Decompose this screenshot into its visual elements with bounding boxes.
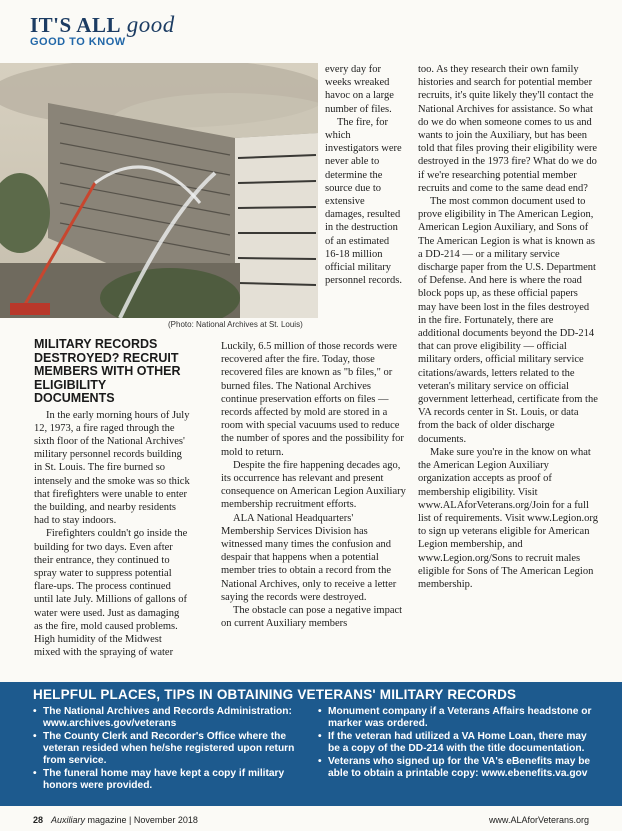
tip-item — [33, 706, 303, 730]
tips-right-list — [318, 706, 594, 781]
paragraph: Luckily, 6.5 million of those records were recovered after the fire. Today, those recovered files are known as "b files," or burned files. The National Archives continue preservation efforts on files — records affected by mold are stored in a room with special vacuums used to reduce the number of spores and the possibility for mold to return. — [221, 341, 404, 458]
article-subhead: MILITARY RECORDS DESTROYED? RECRUIT MEMBERS WITH OTHER ELIGIBILITY DOCUMENTS — [34, 337, 181, 405]
paragraph: The obstacle can pose a negative impact on current Auxiliary members — [221, 605, 403, 630]
tip-text: The National Archives and Records Administration: www.archives.gov/veterans — [43, 706, 292, 729]
footer-website: www.ALAforVeterans.org — [488, 815, 589, 825]
bullet-icon: • — [33, 731, 37, 742]
tips-box-title: HELPFUL PLACES, TIPS IN OBTAINING VETERANS' MILITARY RECORDS — [33, 687, 517, 702]
article-column-1 — [34, 338, 190, 659]
page-number: 28 — [33, 815, 44, 825]
bullet-icon: • — [33, 768, 37, 779]
paragraph: The most common document used to prove eligibility in The American Legion, American Legion Auxiliary, and Sons of The American Legion is what is known as a DD-214 — or a military service discharge paper from the U.S. Department of Defense. And here is where the road block pops up, as these official papers may have been lost in the files destroyed in the fire. Fortunately, there are additional documents beyond the DD-214 that can prove eligibility — official military orders, official military service citations/awards, letters related to the veteran's military service on official government letterhead, certificate from the VA records center in St. Louis, or data from the back of older discharge documents. — [418, 196, 598, 445]
tips-box — [0, 682, 622, 806]
kicker-its-all: IT'S ALL — [30, 13, 121, 37]
paragraph: too. As they research their own family histories and search for potential member recruits, it's quite likely they'll contact the National Archives for assistance. So what do we do when someone comes to us and wants to join the Auxiliary, but has been told that files proving their eligibility were destroyed in the 1973 fire? What do we do if we're researching potential member recruits and come to the same dead end? — [418, 64, 598, 194]
kicker-good: good — [126, 12, 175, 37]
tip-text: If the veteran had utilized a VA Home Loan, there may be a copy of the DD-214 with the title documentation. — [328, 731, 587, 754]
tip-text: Veterans who signed up for the VA's eBenefits may be able to obtain a printable copy: www.ebenefits.va.gov — [328, 756, 591, 779]
tip-item — [318, 731, 594, 755]
tip-item — [33, 768, 303, 792]
paragraph: every day for weeks wreaked havoc on a large number of files. — [325, 64, 394, 115]
issue-date: magazine | November 2018 — [85, 815, 198, 825]
bullet-icon: • — [318, 756, 322, 767]
paragraph: In the early morning hours of July 12, 1973, a fire raged through the sixth floor of the National Archives' military personnel records building in St. Louis. The fire burned so intensely and the smoke was so thick that firefighters were unable to enter the building, and nearby residents had to stay indoors. — [34, 409, 190, 527]
tip-text: The funeral home may have kept a copy if military honors were provided. — [43, 768, 285, 791]
building-fire-photo — [0, 63, 318, 318]
fire-photo-illustration — [0, 63, 318, 318]
tip-text: Monument company if a Veterans Affairs headstone or marker was ordered. — [328, 706, 592, 729]
paragraph: Despite the fire happening decades ago, its occurrence has relevant and present consequence on American Legion Auxiliary membership recruitment efforts. — [221, 459, 406, 511]
bullet-icon: • — [33, 706, 37, 717]
tip-item — [33, 731, 303, 767]
tips-left-list — [33, 706, 303, 793]
paragraph: ALA National Headquarters' Membership Services Division has witnessed many times the confusion and despair that happens when a potential member tries to obtain a record from the National Archives, only to receive a letter saying the records were destroyed. — [221, 512, 397, 603]
bullet-icon: • — [318, 731, 322, 742]
department-header — [30, 12, 175, 48]
tip-item — [318, 706, 594, 730]
article-column-2-top — [325, 63, 405, 287]
section-label: GOOD TO KNOW — [30, 36, 126, 48]
bullet-icon: • — [318, 706, 322, 717]
page-footer-left — [33, 815, 198, 825]
paragraph: The fire, for which investigators were never able to determine the source due to extensive damages, resulted in the destruction of an estimated 16-18 million official military personnel records. — [325, 116, 402, 287]
magazine-name: Auxiliary — [51, 815, 86, 825]
kicker-title — [30, 12, 175, 38]
photo-credit: (Photo: National Archives at St. Louis) — [168, 320, 303, 329]
article-column-2 — [221, 340, 406, 630]
tip-item — [318, 756, 594, 780]
paragraph: Make sure you're in the know on what the American Legion Auxiliary organization accepts as proof of membership eligibility. Visit www.ALAforVeterans.org/Join for a full list of requirements. Visit www.Legion.org to sign up veterans eligible for American Legion membership, and www.Legion.org/Sons to recruit males eligible for Sons of The American Legion membership. — [418, 446, 598, 590]
article-column-3 — [418, 63, 598, 591]
tip-text: The County Clerk and Recorder's Office where the veteran resided when he/she registered upon return from service. — [43, 731, 295, 766]
paragraph: Firefighters couldn't go inside the building for two days. Even after their entrance, they continued to spray water to suppress potential flare-ups. The process continued until late July. Millions of gallons of water were used. Just as damaging as the fire, mold caused problems. High humidity of the Midwest mixed with the spraying of water — [34, 528, 188, 659]
